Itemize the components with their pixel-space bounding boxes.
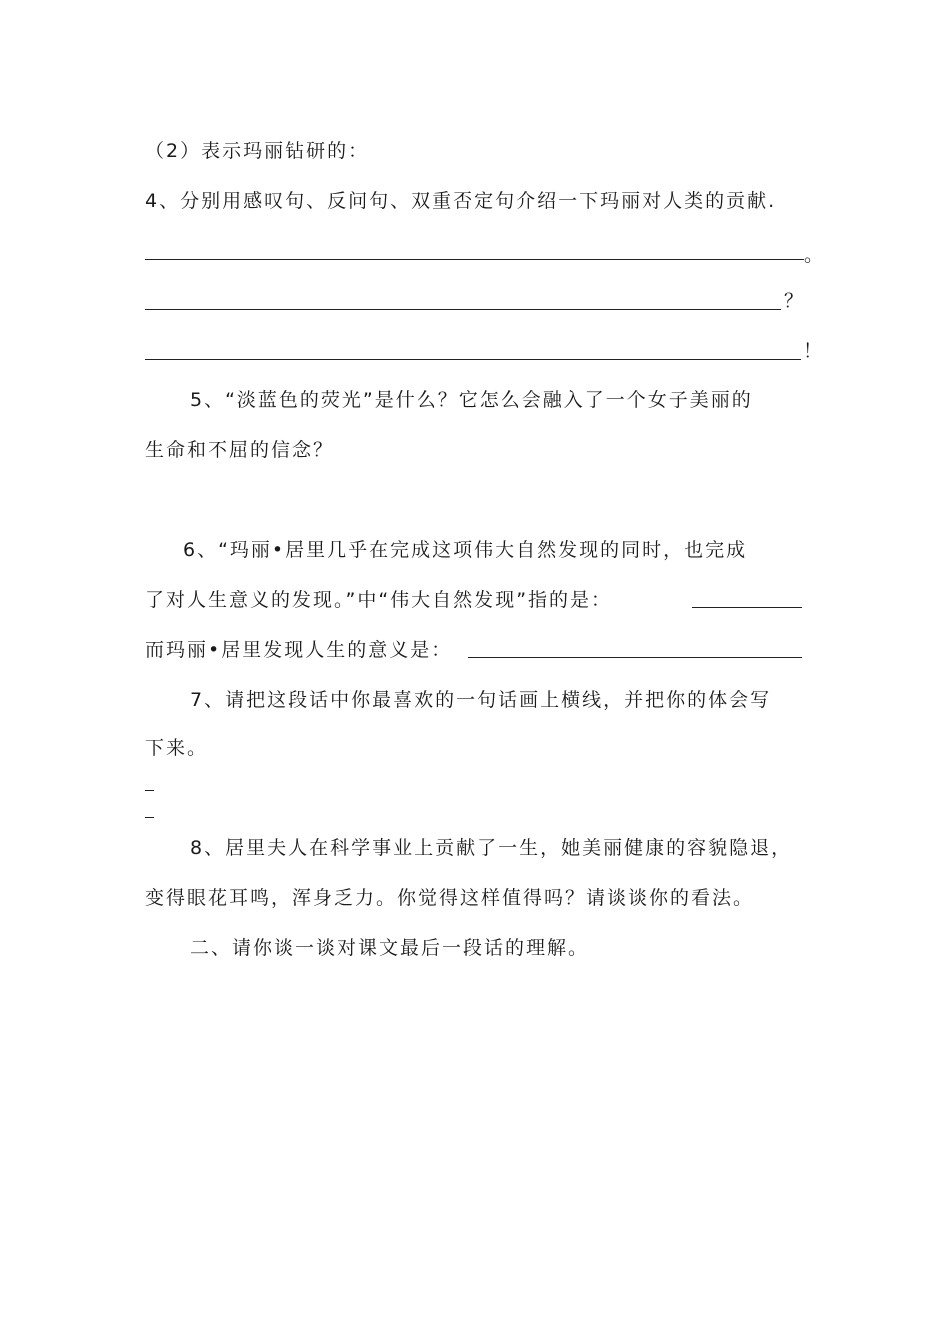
answer-blank-nature-discovery[interactable] bbox=[692, 607, 802, 608]
question-3-2: （2）表示玛丽钻研的： bbox=[145, 140, 370, 162]
answer-line-double-negative[interactable] bbox=[145, 359, 801, 360]
question-7-line-1: 7、请把这段话中你最喜欢的一句话画上横线，并把你的体会写 bbox=[190, 689, 772, 711]
answer-line-3-end-mark: ！ bbox=[803, 340, 823, 362]
question-7-line-2: 下来。 bbox=[145, 737, 209, 759]
question-4-prompt: 4、分别用感叹句、反问句、双重否定句介绍一下玛丽对人类的贡献. bbox=[145, 190, 777, 212]
question-5-line-1: 5、“淡蓝色的荧光”是什么？它怎么会融入了一个女子美丽的 bbox=[190, 389, 753, 411]
question-6-line-2: 了对人生意义的发现。”中“伟大自然发现”指的是： bbox=[145, 589, 613, 611]
question-5-line-2: 生命和不屈的信念？ bbox=[145, 439, 335, 461]
question-6-line-3: 而玛丽•居里发现人生的意义是： bbox=[145, 639, 453, 661]
answer-dash-1[interactable] bbox=[145, 790, 154, 791]
question-8-line-2: 变得眼花耳鸣，浑身乏力。你觉得这样值得吗？请谈谈你的看法。 bbox=[145, 887, 755, 909]
answer-line-1-end-mark: 。 bbox=[804, 244, 824, 266]
answer-dash-2[interactable] bbox=[145, 817, 154, 818]
question-8-line-1: 8、居里夫人在科学事业上贡献了一生，她美丽健康的容貌隐退， bbox=[190, 837, 793, 859]
part-two-heading: 二、请你谈一谈对课文最后一段话的理解。 bbox=[190, 937, 590, 959]
answer-line-rhetorical[interactable] bbox=[145, 309, 781, 310]
answer-blank-life-meaning[interactable] bbox=[468, 657, 802, 658]
answer-line-exclamative[interactable] bbox=[145, 259, 804, 260]
question-6-line-1: 6、“玛丽•居里几乎在完成这项伟大自然发现的同时，也完成 bbox=[183, 539, 748, 561]
answer-line-2-end-mark: ？ bbox=[784, 290, 804, 312]
